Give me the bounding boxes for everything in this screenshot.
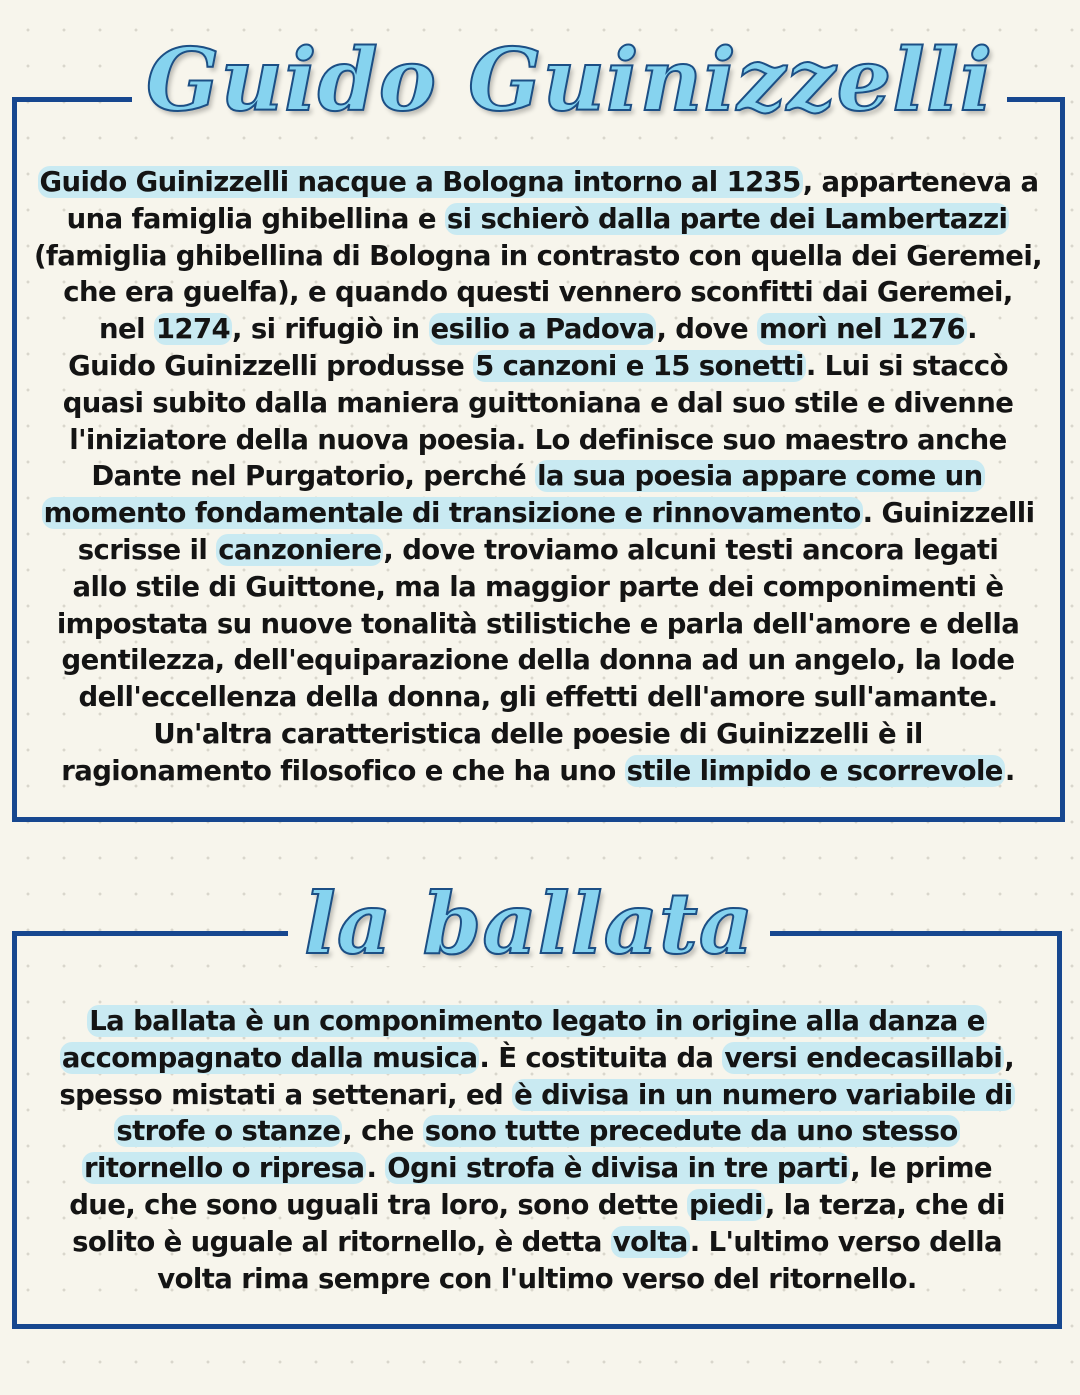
text-segment: , la terza, che di (764, 1188, 1005, 1221)
title-guido-guinizzelli: Guido Guinizzelli (132, 38, 1007, 124)
text-line (16, 311, 1060, 348)
text-line (16, 532, 1060, 569)
text-segment: allo stile di Guittone, ma la maggior parte dei componimenti è (72, 570, 1004, 603)
text-segment: scrisse il (77, 533, 217, 566)
text-segment: . (366, 1152, 386, 1185)
text-line (16, 495, 1060, 532)
text-segment: . (967, 313, 977, 346)
text-segment: , (1004, 1041, 1015, 1074)
text-segment: . L'ultimo verso della (689, 1225, 1002, 1258)
text-segment: dell'eccellenza della donna, gli effetti dell'amore sull'amante. (78, 681, 998, 714)
highlighted-text: sono tutte precedute da uno stesso (424, 1115, 958, 1148)
text-line (16, 642, 1060, 679)
text-line (16, 422, 1060, 459)
text-line (16, 1113, 1058, 1150)
highlighted-text: Ogni strofa è divisa in tre parti (387, 1152, 849, 1185)
text-segment: volta rima sempre con l'ultimo verso del ritornello. (157, 1262, 917, 1295)
highlighted-text: Guido Guinizzelli nacque a Bologna intorno al 1235 (39, 166, 801, 198)
highlighted-text: stile limpido e scorrevole (626, 754, 1003, 787)
highlighted-text: volta (612, 1225, 688, 1258)
text-segment: che era guelfa), e quando questi vennero sconfitti dai Geremei, (63, 276, 1013, 309)
highlighted-text: strofe o stanze (116, 1115, 341, 1148)
text-segment: l'iniziatore della nuova poesia. Lo definisce suo maestro anche (69, 423, 1007, 456)
text-segment: quasi subito dalla maniera guittoniana e dal suo stile e divenne (62, 386, 1014, 419)
text-segment: impostata su nuove tonalità stilistiche e parla dell'amore e della (56, 607, 1020, 640)
highlighted-text: canzoniere (218, 533, 382, 566)
text-line (16, 569, 1060, 606)
highlighted-text: piedi (688, 1188, 763, 1221)
text-line (16, 458, 1060, 495)
paragraph-ballata (16, 1003, 1058, 1297)
title-la-ballata: la ballata (288, 882, 770, 966)
highlighted-text: La ballata è un componimento legato in origine alla danza e (89, 1005, 985, 1037)
text-segment: , si rifugiò in (232, 313, 429, 346)
highlighted-text: momento fondamentale di transizione e rinnovamento (43, 497, 861, 530)
text-segment: , le prime (850, 1152, 992, 1185)
text-line (16, 274, 1060, 311)
text-segment: . È costituita da (479, 1041, 723, 1074)
text-segment: (famiglia ghibellina di Bologna in contrasto con quella dei Geremei, (33, 239, 1043, 272)
highlighted-text: ritornello o ripresa (84, 1152, 365, 1185)
text-line (16, 1261, 1058, 1298)
highlighted-text: si schierò dalla parte dei Lambertazzi (446, 202, 1008, 235)
text-segment: . Lui si staccò (805, 349, 1008, 382)
text-segment: nel (99, 313, 154, 346)
highlighted-text: 5 canzoni e 15 sonetti (475, 349, 804, 382)
text-segment: Un'altra caratteristica delle poesie di Guinizzelli è il (153, 717, 923, 750)
text-segment: Guido Guinizzelli produsse (68, 349, 474, 382)
text-line (16, 385, 1060, 422)
text-line (16, 679, 1060, 716)
text-segment: due, che sono uguali tra loro, sono dette (69, 1188, 687, 1221)
text-line (16, 1187, 1058, 1224)
text-line (16, 606, 1060, 643)
highlighted-text: la sua poesia appare come un (537, 460, 983, 493)
highlighted-text: versi endecasillabi (724, 1041, 1003, 1074)
text-line (16, 348, 1060, 385)
text-line (16, 1224, 1058, 1261)
text-segment: ragionamento filosofico e che ha uno (61, 754, 625, 787)
highlighted-text: accompagnato dalla musica (61, 1041, 478, 1074)
text-line (16, 1150, 1058, 1187)
text-segment: gentilezza, dell'equiparazione della donna ad un angelo, la lode (61, 644, 1015, 677)
text-segment: , apparteneva a (802, 166, 1039, 198)
highlighted-text: esilio a Padova (430, 313, 655, 346)
highlighted-text: è divisa in un numero variabile di (514, 1078, 1013, 1111)
text-segment: , dove (656, 313, 758, 346)
text-segment: , dove troviamo alcuni testi ancora legati (383, 533, 999, 566)
text-line (16, 1003, 1058, 1040)
text-segment: Dante nel Purgatorio, perché (91, 460, 536, 493)
text-line (16, 716, 1060, 753)
text-line (16, 238, 1060, 275)
text-line (16, 1040, 1058, 1077)
text-segment: solito è uguale al ritornello, è detta (72, 1225, 611, 1258)
text-line (16, 201, 1060, 238)
text-segment: spesso mistati a settenari, ed (59, 1078, 513, 1111)
text-line (16, 753, 1060, 790)
text-segment: . Guinizzelli (862, 497, 1035, 530)
highlighted-text: 1274 (155, 313, 231, 346)
text-line (16, 164, 1060, 201)
highlighted-text: morì nel 1276 (759, 313, 966, 346)
text-segment: , che (342, 1115, 423, 1148)
paragraph-guinizzelli (16, 164, 1060, 790)
text-segment: . (1004, 754, 1015, 787)
text-segment: una famiglia ghibellina e (66, 202, 445, 235)
text-line (16, 1077, 1058, 1114)
